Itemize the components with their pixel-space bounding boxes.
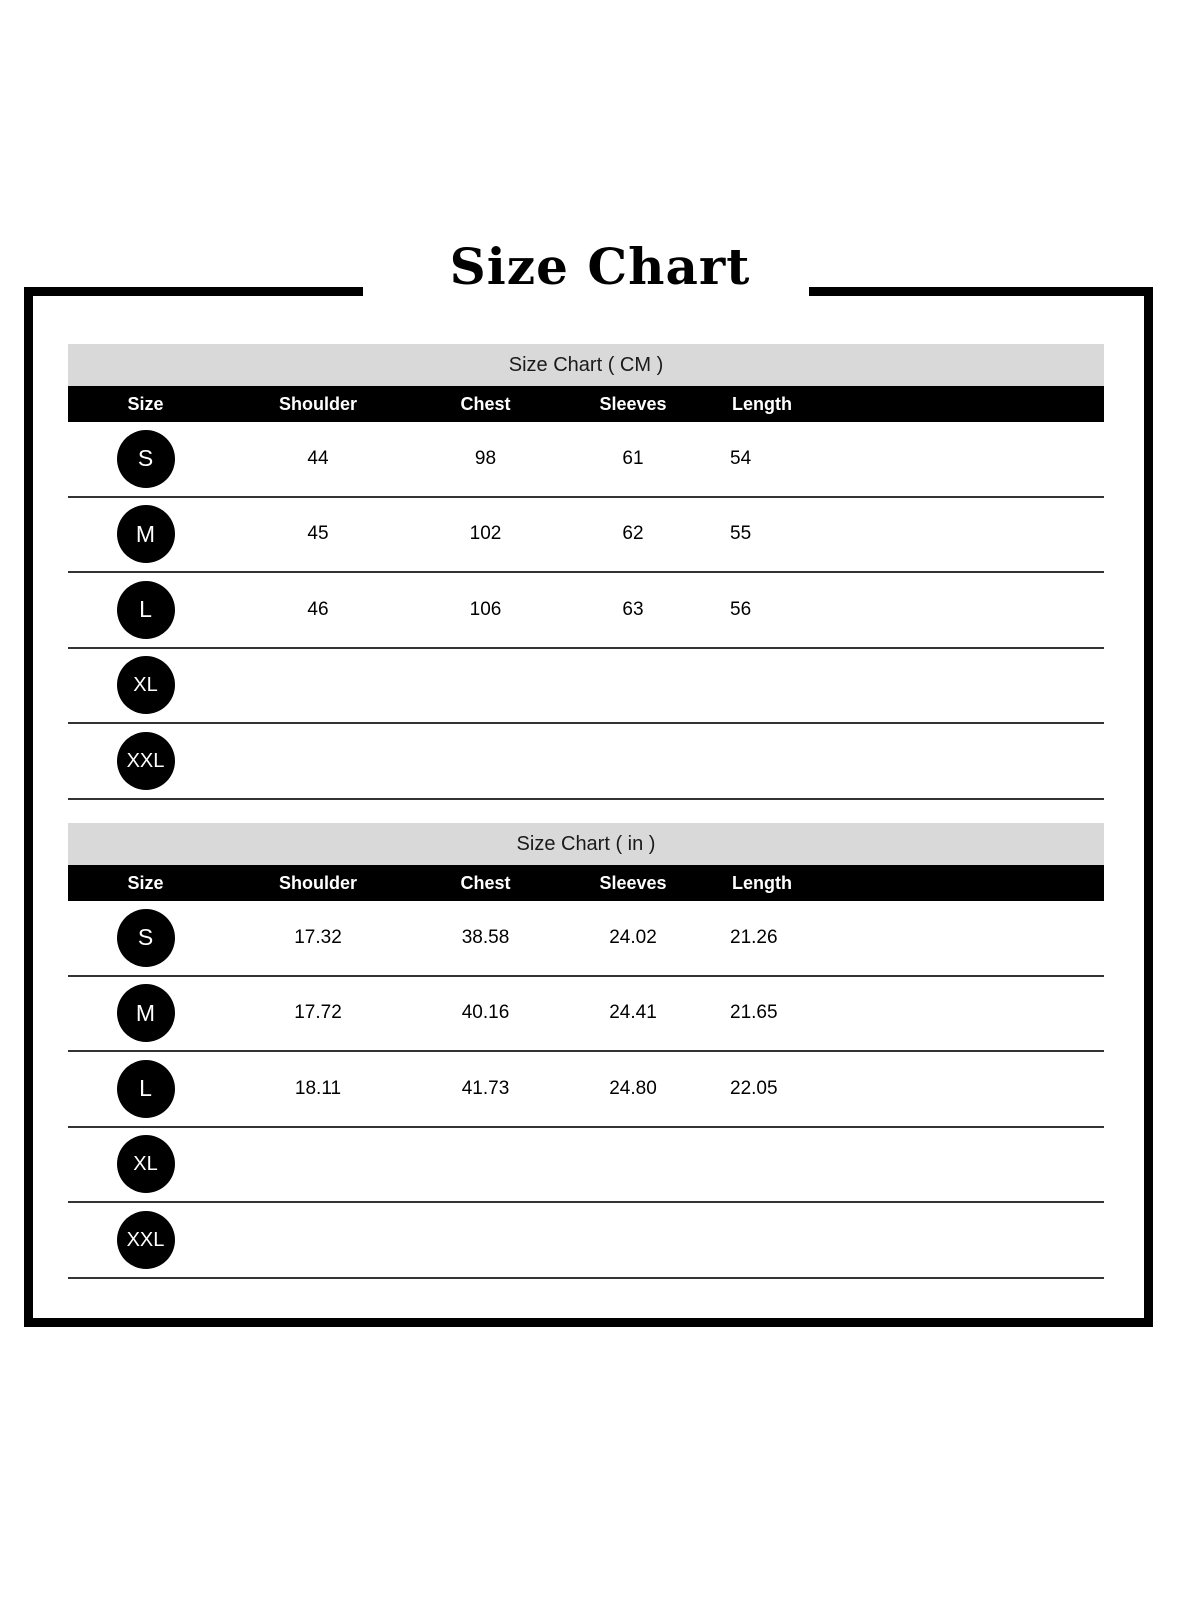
size-badge: XXL <box>117 732 175 790</box>
size-badge: M <box>117 984 175 1042</box>
size-badge-cell <box>68 430 223 488</box>
cell-sleeves: 61 <box>622 447 644 469</box>
size-chart-table-in <box>68 823 1104 1279</box>
size-badge: L <box>117 1060 175 1118</box>
size-badge: S <box>117 909 175 967</box>
cell-chest: 40.16 <box>461 1002 510 1024</box>
cell-shoulder: 44 <box>307 447 329 469</box>
table-row <box>68 1052 1104 1128</box>
cell-chest: 106 <box>469 598 502 620</box>
column-header-shoulder: Shoulder <box>278 393 357 414</box>
column-header-chest: Chest <box>460 393 511 414</box>
cell-chest: 102 <box>469 523 502 545</box>
table-row <box>68 422 1104 498</box>
cell-sleeves: 24.80 <box>609 1077 657 1099</box>
size-badge-cell <box>68 656 223 714</box>
cell-chest: 38.58 <box>461 926 510 948</box>
size-badge-cell <box>68 505 223 563</box>
cell-length: 21.26 <box>730 926 778 948</box>
cell-shoulder: 45 <box>307 523 329 545</box>
size-chart-table-cm <box>68 344 1104 800</box>
table-row <box>68 1203 1104 1279</box>
size-badge: XL <box>117 1135 175 1193</box>
table-band-label: Size Chart ( CM ) <box>68 344 1104 386</box>
cell-shoulder: 17.72 <box>294 1002 342 1024</box>
table-row <box>68 901 1104 977</box>
table-row <box>68 498 1104 574</box>
cell-sleeves: 24.02 <box>609 926 657 948</box>
table-row <box>68 573 1104 649</box>
column-header-sleeves: Sleeves <box>599 393 667 414</box>
cell-chest: 41.73 <box>461 1077 510 1099</box>
cell-shoulder: 46 <box>307 598 329 620</box>
size-badge-cell <box>68 909 223 967</box>
table-row <box>68 1128 1104 1204</box>
column-header-sleeves: Sleeves <box>599 872 667 893</box>
size-badge-cell <box>68 1211 223 1269</box>
cell-sleeves: 62 <box>622 523 644 545</box>
column-header-length: Length <box>732 872 792 893</box>
cell-length: 56 <box>730 598 752 620</box>
table-row <box>68 649 1104 725</box>
cell-length: 54 <box>730 447 752 469</box>
size-badge-cell <box>68 984 223 1042</box>
table-band-label: Size Chart ( in ) <box>68 823 1104 865</box>
page-title: Size Chart <box>449 237 751 296</box>
column-header-length: Length <box>732 393 792 414</box>
cell-chest: 98 <box>474 447 497 469</box>
table-row <box>68 977 1104 1053</box>
cell-length: 55 <box>730 523 752 545</box>
cell-shoulder: 18.11 <box>294 1077 342 1099</box>
size-badge-cell <box>68 1060 223 1118</box>
size-badge-cell <box>68 732 223 790</box>
column-header-size: Size <box>127 393 164 414</box>
cell-length: 22.05 <box>730 1077 778 1099</box>
size-badge: L <box>117 581 175 639</box>
column-header-size: Size <box>127 872 164 893</box>
table-row <box>68 724 1104 800</box>
column-header-chest: Chest <box>460 872 511 893</box>
size-badge-cell <box>68 581 223 639</box>
cell-sleeves: 63 <box>622 598 644 620</box>
size-badge: XXL <box>117 1211 175 1269</box>
cell-sleeves: 24.41 <box>609 1002 657 1024</box>
column-header-shoulder: Shoulder <box>278 872 357 893</box>
size-badge: S <box>117 430 175 488</box>
size-badge-cell <box>68 1135 223 1193</box>
cell-length: 21.65 <box>730 1002 778 1024</box>
size-badge: XL <box>117 656 175 714</box>
cell-shoulder: 17.32 <box>294 926 342 948</box>
table-header-row <box>68 386 1104 422</box>
size-badge: M <box>117 505 175 563</box>
table-header-row <box>68 865 1104 901</box>
